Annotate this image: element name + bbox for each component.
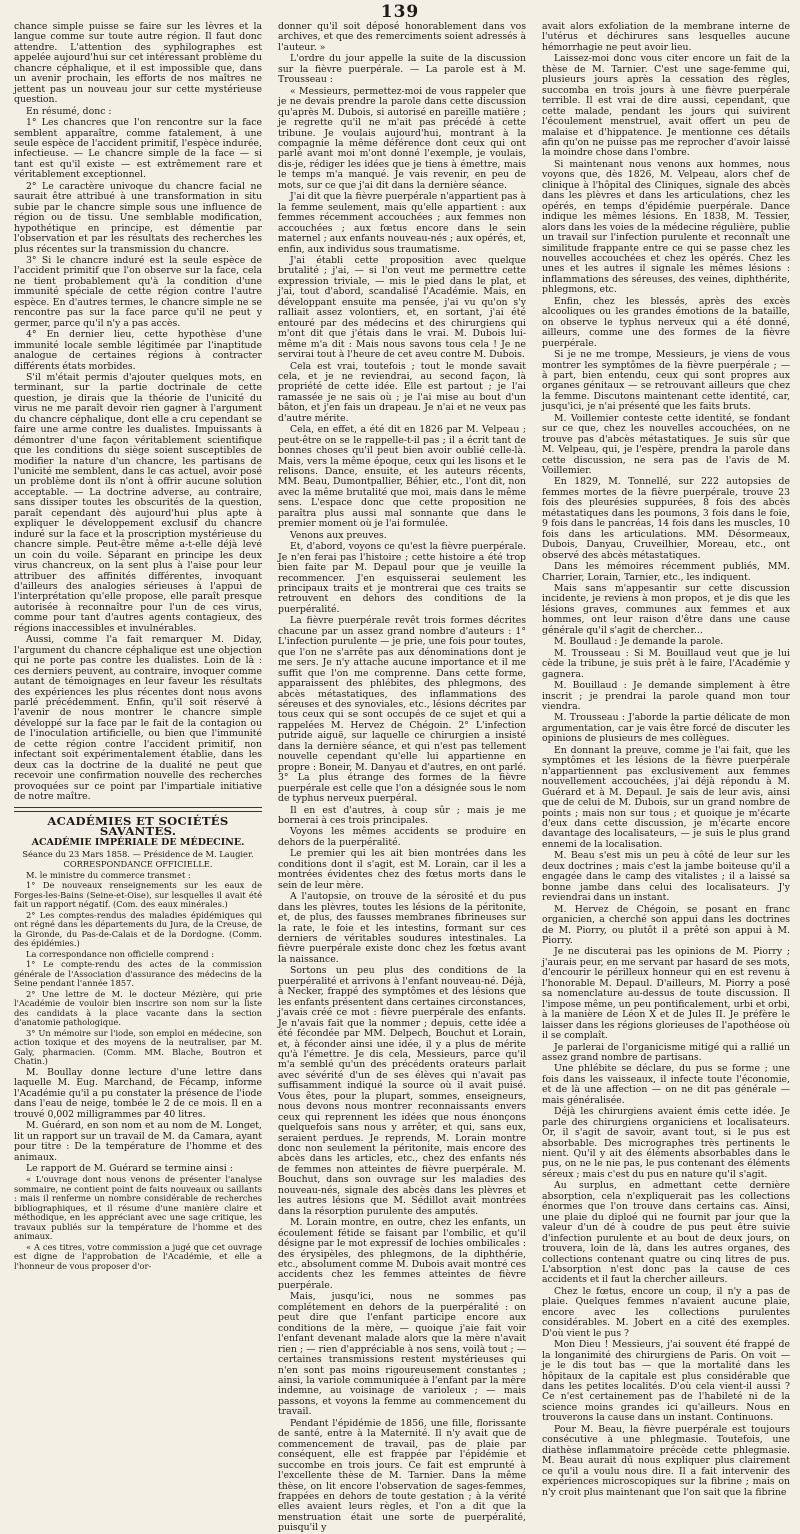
page-number: 139 xyxy=(380,2,420,22)
paragraph: M. Beau s'est mis un peu à côté de leur sur les deux doctrines ; mais c'est la jambe boiteuse qu'il a engagée dans le camp des vitalistes ; il a laissé sa bonne jambe dans celui des localisateurs. J'y reviendrai dans un instant. xyxy=(542,850,790,904)
section-title: ACADÉMIES ET SOCIÉTÉS SAVANTES. xyxy=(47,813,229,838)
paragraph: Laissez-moi donc vous citer encore un fait de la thèse de M. Tarnier. C'est une sage-femme qui, plusieurs jours après la cessation des règles, succomba en trois jours à une fièvre puerpérale terrible. Il est vrai de dire aussi, cependant, que cette malade, pendant les jours qui suivirent l'écoulement menstruel, avait offert un peu de malaise et d'hippatence. Je mentionne ces détails afin qu'on ne puisse pas me reprocher d'avoir laissé la moindre chose dans l'ombre. xyxy=(542,53,790,159)
paragraph: Je ne discuterai pas les opinions de M. Piorry ; j'aurais peur, en me servant par hasard de ses mots, d'encourir le périlleux honneur qui en est revenu à l'honorable M. Depaul. D'ailleurs, M. Piorry a posé sa nomenclature au-dessus de toute discussion. Il l'impose même, un peu pontificalement, urbi et orbi, à la manière de Léon X et de Jules II. Je préfère le laisser dans les régions glorieuses de l'apothéose où il se complaît. xyxy=(542,946,791,1042)
paragraph: Sortons un peu plus des conditions de la puerpéralité et arrivons à l'enfant nouveau-né. Déjà, à Necker, frappé des symptômes et des lésions que les enfants présentent dans certaines circonstances, j'avais créé ce mot : fièvre puerpérale des enfants. Je n'avais fait que la nommer ; depuis, cette idée a été fécondée par MM. Delpech, Bouchut et Lorain, et, à féconder ainsi une idée, il y a plus de mérite qu'à l'émettre. Je dis cela, Messieurs, parce qu'il m'a semblé qu'un des précédents orateurs parlait avec sévérité d'un de ses élèves qui n'avait pas suffisamment indiqué la source où il avait puisé. Vous êtes, pour la plupart, sommes, enseigneurs, nous devons nous montrer reconnaissants envers ceux qui reprennent les idées que nous énonçons quelquefois sans nous y arrêter, et qui, sans eux, seraient perdues. Je reprends, M. Lorain montre donc non seulement la péritonite, mais encore des abcès dans les articles, etc., chez des enfants nés de femmes non atteintes de fièvre puerpérale. M. Bouchut, dans son ouvrage sur les maladies des nouveau-nés, signale des abcès dans les plèvres et les autres lésions que M. Sédillot avait montrées dans la résorption purulente des amputés. xyxy=(278,965,526,1217)
paragraph: Déjà les chirurgiens avaient émis cette idée. Je parle des chirurgiens organiciens et localisateurs. Or, il s'agit de savoir, avant tout, si le pus est absorbable. Des micrographes très pertinents le nient. Qu'il y ait des éléments absorbables dans le pus, on ne le nie pas, le pus contenant des éléments séreux ; mais c'est du pus en nature qu'il s'agit. xyxy=(542,1106,790,1180)
paragraph: 1° Les chancres que l'on rencontre sur la face semblent apparaître, comme fatalement, à une seule espèce de l'accident primitif, l'espèce indurée, infectieuse. — Le chancre simple de la face — si tant est qu'il existe — est extrêmement rare et véritablement exceptionnel. xyxy=(14,117,262,181)
paragraph: M. Guérard, en son nom et au nom de M. Longet, lit un rapport sur un travail de M. da Camara, ayant pour titre : De la température de l'homme et des animaux. xyxy=(14,1120,262,1163)
paragraph: M. Boullay donne lecture d'une lettre dans laquelle M. Eug. Marchand, de Fécamp, informe l'Académie qu'il a pu constater la présence de l'iode dans l'eau de neige, tombée le 2 de ce mois. Il en a trouvé 0,002 milligrammes par 40 litres. xyxy=(14,1066,262,1120)
paragraph: S'il m'était permis d'ajouter quelques mots, en terminant, sur la partie doctrinale de cette question, je dirais que la théorie de l'unicité du virus ne me paraît devoir rien gagner à l'argument du chancre céphalique, dont elle a cru cependant se faire une arme contre les dualistes. Impuissants à démontrer d'une façon véritablement scientifique que les conditions du siège soient susceptibles de modifier la nature d'un chancre, les partisans de l'unicité me semblent, dans le cas actuel, avoir posé un problème dont ils n'ont à offrir aucune solution acceptable. — La doctrine adverse, au contraire, sans dissiper toutes les obscurités de la question, paraît cependant dès aujourd'hui plus apte à expliquer le développement exclusif du chancre induré sur la face et la proscription mystérieuse du chancre simple. Peut-être même a-t-elle déjà levé un coin du voile. Séparant en principe les deux virus chancreux, on la sent plus à l'aise pour leur attribuer des affinités différentes, invoquant d'ailleurs des analogies sérieuses à l'appui de l'interprétation qu'elle propose, elle paraît presque autorisée à reconnaître pour l'un de ces virus, comme pour tant d'autres agents contagieux, des régions inaccessibles et invulnérables. xyxy=(14,371,262,634)
session-line: Séance du 23 Mars 1858. — Présidence de M. Laugier. xyxy=(22,848,254,859)
paragraph: Le rapport de M. Guérard se termine ainsi : xyxy=(26,1162,233,1174)
paragraph: Chez le fœtus, encore un coup, il n'y a pas de plaie. Quelques femmes n'avaient aucune plaie, encore avec les collections purulentes considérables. M. Jobert en a cité des exemples. D'où vient le pus ? xyxy=(542,1285,790,1339)
paragraph: M. Hervez de Chégoin, se posant en franc organicien, a cherché son appui dans les doctrines de M. Piorry, ou plutôt il a prêté son appui à M. Piorry. xyxy=(542,903,790,946)
paragraph: Mais, jusqu'ici, nous ne sommes pas complétement en dehors de la puerpéralité : on peut dire que l'enfant participe encore aux conditions de la mère, — quoique j'aie fait voir l'enfant devenant malade alors que la mère n'avait rien ; — rien d'appréciable à nos sens, voilà tout ; — certaines transmissions restent mystérieuses qui n'en sont pas moins rigoureusement constantes ; ainsi, la variole communiquée à l'enfant par la mère indemne, au voisinage de varioleux ; — mais passons, et voyons la femme au commencement du travail. xyxy=(278,1291,526,1418)
paragraph: La fièvre puerpérale revêt trois formes décrites chacune par un assez grand nombre d'auteurs : 1° L'infection purulente — je prie, une fois pour toutes, que l'on ne s'arrête pas aux dénominations dont je me sers. Je n'y attache aucune importance et il me suffit que l'on me comprenne. Dans cette forme, apparaissent des phlébites, des phlegmons, des abcès métastatiques, des inflammations des séreuses et des synoviales, etc., lésions décrites par tous ceux qui se sont occupés de ce sujet et qui a rappelées M. Hervez de Chégoin. 2° L'infection putride aiguë, sur laquelle ce chirurgien a insisté dans la dernière séance, et qui n'est pas tellement nouvelle cependant qu'elle lui appartienne en propre : Boneir, M. Danyau et d'autres, en ont parlé. 3° La plus étrange des formes de la fièvre puerpérale est celle que l'on a désignée sous le nom de typhus nerveux puerpéral. xyxy=(278,615,526,805)
paragraph: avait alors exfoliation de la membrane interne de l'utérus et déchirures sans lesquelles aucune hémorrhagie ne peut avoir lieu. xyxy=(542,21,790,53)
column-2 xyxy=(278,21,526,1534)
column-1 xyxy=(14,21,262,1271)
paragraph: Pendant l'épidémie de 1856, une fille, florissante de santé, entre à la Maternité. Il n'y avait que de commencement de travail, pas de plaie par conséquent, elle est frappée par l'épidémie et succombe en trois jours. Ce fait est emprunté à l'excellente thèse de M. Tarnier. Dans la même thèse, on lit encore l'observation de sages-femmes, frappées en dehors de toute gestation ; à la vérité elles avaient leurs règles, et l'on a dit que la menstruation était une sorte de puerpéralité, puisqu'il y xyxy=(278,1417,526,1534)
paragraph: Mais sans m'appesantir sur cette discussion incidente, je reviens à mon propos, et je dis que les lésions graves, communes aux femmes et aux hommes, ont leur raison d'être dans une cause générale qu'il s'agit de chercher... xyxy=(542,583,790,636)
section-rule xyxy=(14,811,262,812)
paragraph: A l'autopsie, on trouve de la sérosité et du pus dans les plèvres, toutes les lésions de la péritonite, et, de plus, des fausses membranes fibrineuses sur la rate, le foie et les intestins, formant sur ces derniers de véritables soudures intestinales. La fièvre puerpérale existe donc chez les fœtus avant la naissance. xyxy=(278,891,526,965)
paragraph: Si maintenant nous venons aux hommes, nous voyons que, dès 1826, M. Velpeau, alors chef de clinique à l'hôpital des Cliniques, signale des abcès dans les plèvres et dans les articulations, chez les opérés, en temps d'épidémie puerpérale. Dance indique les mêmes lésions. En 1838, M. Tessier, alors dans les voies de la médecine régulière, publie un travail sur l'infection purulente et reconnaît une similitude frappante entre ce qui se passe chez les nouvelles accouchées et chez les opérés. Chez les unes et les autres il signale les mêmes lésions : inflammations des séreuses, des veines, diphthérite, phlegmons, etc. xyxy=(542,158,790,296)
paragraph: Dans les mémoires récemment publiés, MM. Charrier, Lorain, Tarnier, etc., les indiquent. xyxy=(542,561,790,583)
paragraph: J'ai dit que la fièvre puerpérale n'appartient pas à la femme seulement, mais qu'elle appartient : aux femmes récemment accouchées ; aux femmes non accouchées ; aux fœtus encore dans le sein maternel ; aux enfants nouveau-nés ; aux opérés, et, enfin, aux individus sous traumatisme. xyxy=(278,191,526,255)
section-rule xyxy=(14,807,262,808)
paragraph: En résumé, donc : xyxy=(26,105,112,117)
paragraph: chance simple puisse se faire sur les lèvres et la langue comme sur toute autre région. Il faut donc attendre. L'attention des syphilographes est appelée aujourd'hui sur cet intéressant problème du chancre céphalique, et il est impossible que, dans un avenir prochain, les efforts de nos maîtres ne jettent pas un nouveau jour sur cette mystérieuse question. xyxy=(14,21,262,106)
paragraph: M. Boullaud : Je demande la parole. xyxy=(554,636,724,648)
paragraph: 3° Un mémoire sur l'iode, son emploi en médecine, son action toxique et des moyens de la neutraliser, par M. Galy, pharmacien. (Comm. MM. Blache, Boutron et Chatin.) xyxy=(14,1027,262,1067)
academy-title: ACADÉMIE IMPÉRIALE DE MÉDECINE. xyxy=(31,837,245,849)
paragraph: 2° Le caractère univoque du chancre facial ne saurait être attribué à une transformation in situ subie par le chancre simple sous une influence de région ou de tissu. Une semblable modification, hypothétique en principe, est démentie par l'observation et par les résultats des recherches les plus récentes sur la transmission du chancre. xyxy=(14,180,262,255)
paragraph: La correspondance non officielle comprend : xyxy=(26,948,214,959)
paragraph: M. Lorain montre, en outre, chez les enfants, un écoulement fétide se faisant par l'ombilic, et qu'il désigne par le mot expressif de lochies ombilicales : des érysipèles, des phlegmons, de la diphthérie, etc., absolument comme M. Dubois avait montré ces accidents chez les femmes atteintes de fièvre puerpérale. xyxy=(278,1217,526,1291)
paragraph: 1° De nouveaux renseignements sur les eaux de Forges-les-Bains (Seine-et-Oise), sur lesquelles il avait été fait un rapport négatif. (Com. des eaux minérales.) xyxy=(14,880,262,910)
text-columns xyxy=(14,21,791,1534)
paragraph: Je parlerai de l'organicisme mitigé qui a rallié un assez grand nombre de partisans. xyxy=(542,1041,790,1063)
paragraph: 2° Les comptes-rendus des maladies épidémiques qui ont régné dans les départements du Jura, de la Creuse, de la Gironde, du Pas-de-Calais et de la Dordogne. (Comm. des épidémies.) xyxy=(14,909,262,949)
paragraph: Il en est d'autres, à coup sûr ; mais je me bornerai à ces trois principales. xyxy=(278,804,526,826)
paragraph: Voyons les mêmes accidents se produire en dehors de la puerpéralité. xyxy=(278,826,526,848)
paragraph: M. Trousseau : Si M. Bouillaud veut que je lui cède la tribune, je suis prêt à le faire, l'Académie y gagnera. xyxy=(542,647,790,680)
paragraph: 3° Si le chancre induré est la seule espèce de l'accident primitif que l'on observe sur la face, cela ne tient probablement qu'à la condition d'une immunité spéciale de cette région contre l'autre espèce. En d'autres termes, le chancre simple ne se rencontre pas sur la face parce qu'il ne peut y germer, parce qu'il n'y a pas accès. xyxy=(14,254,262,329)
paragraph: Pour M. Beau, la fièvre puerpérale est toujours consécutive à une phlegmasie. Toutefois, une diathèse inflammatoire précède cette phlegmasie. M. Beau aurait dû nous expliquer plus clairement ce qu'il a voulu nous dire. Il a fait intervenir des expériences microscopiques sur la fibrine ; mais on n'y croit plus maintenant que l'on sait que la fibrine xyxy=(542,1423,790,1498)
paragraph: En donnant la preuve, comme je l'ai fait, que les symptômes et les lésions de la fièvre puerpérale n'appartiennent pas exclusivement aux femmes nouvellement accouchées, j'ai déjà répondu à M. Guérard et à M. Depaul. Je sais de leur avis, ainsi que de celui de M. Dubois, sur un grand nombre de points ; mais non sur tous ; et quoique je m'écarte d'eux dans cette discussion, je m'écarte encore davantage des localisateurs, — je suis le plus grand ennemi de la localisation. xyxy=(542,744,790,850)
paragraph: 2° Une lettre de M. le docteur Mézière, qui prie l'Académie de vouloir bien inscrire son nom sur la liste des candidats à la place vacante dans la section d'anatomie pathologique. xyxy=(14,988,262,1028)
paragraph: M. Bouillaud : Je demande simplement à être inscrit ; je prendrai la parole quand mon tour viendra. xyxy=(542,680,790,712)
paragraph: Cela, en effet, a été dit en 1826 par M. Velpeau ; peut-être on se le rappelle-t-il pas ; il a écrit tant de bonnes choses qu'il peut bien avoir oublié celle-là. Mais, vers la même époque, ceux qui les lisons et le relisons. Dance, ensuite, et les auteurs récents, MM. Beau, Dumontpallier, Béhier, etc., l'ont dit, non avec la même brutalité que moi, mais dans le même sens. L'espace donc que cette proposition ne paraîtra plus aussi mal sonnante que dans le premier moment où je l'ai formulée. xyxy=(278,424,526,530)
paragraph: Si je ne me trompe, Messieurs, je viens de vous montrer les symptômes de la fièvre puerpérale ; — à part, bien entendu, ceux qui sont propres aux organes génitaux — se retrouvant ailleurs que chez la femme. Discutons maintenant cette identité, car, jusqu'ici, je n'ai présenté que les faits bruts. xyxy=(542,349,790,413)
paragraph: Au surplus, en admettant cette dernière absorption, cela n'expliquerait pas les collections énormes que l'on trouve dans certains cas. Ainsi, une plaie du diploé qui ne fournit par jour que la valeur d'un dé à coudre de pus peut être suivie d'infection purulente et au bout de deux jours, on trouvera, loin de là, dans les autres organes, des collections contenant quatre ou cinq litres de pus. L'absorption n'est donc pas la cause de ces accidents et il faut la chercher ailleurs. xyxy=(542,1180,790,1286)
paragraph: Aussi, comme l'a fait remarquer M. Diday, l'argument du chancre céphalique est une objection qui ne porte pas contre les dualistes. Loin de là : ces derniers peuvent, au contraire, invoquer comme autant de témoignages en leur faveur les résultats des expériences les plus récentes dont nous avons parlé précédemment. Enfin, qu'il soit réservé à l'avenir de nous montrer le chancre simple développé sur la face par le fait de la contagion ou de l'inoculation artificielle, ou bien que l'immunité de cette région contre l'accident primitif, non infectant soit expérimentalement établie, dans les deux cas la doctrine de la dualité ne peut que recevoir une confirmation nouvelle des recherches provoquées sur ce point par l'impartiale initiative de notre maître. xyxy=(14,634,262,803)
paragraph: donner qu'il soit déposé honorablement dans vos archives, et que des remerciments soient adressés à l'auteur. » xyxy=(278,21,526,53)
paragraph: « Messieurs, permettez-moi de vous rappeler que je ne devais prendre la parole dans cette discussion qu'après M. Dubois, si autorisé en pareille matière ; je regrette qu'il ne m'ait pas précédé à cette tribune. Je voulais aujourd'hui, montrant à la compagnie la même déférence dont ceux qui ont parlé avant moi m'ont donné l'exemple, je voulais, dis-je, rédiger les idées que je tiens à émettre, mais le temps m'a manqué. Je vais revenir, en peu de mots, sur ce que j'ai dit dans la dernière séance. xyxy=(278,85,526,191)
paragraph: M. le ministre du commerce transmet : xyxy=(26,869,191,880)
paragraph: Venons aux preuves. xyxy=(290,529,387,541)
paragraph: M. Voillemier conteste cette identité, se fondant sur ce que, chez les nouvelles accouchées, on ne trouve pas d'abcès métastatiques. Je suis sûr que M. Velpeau, qui, je l'espère, prendra la parole dans cette discussion, ne sera pas de l'avis de M. Voillemier. xyxy=(542,412,790,477)
paragraph: Mon Dieu ! Messieurs, j'ai souvent été frappé de la longanimité des chirurgiens de Paris. On voit — je le dis tout bas — que la mortalité dans les hôpitaux de la capitale est plus considérable que dans les petites localités. D'où cela vient-il aussi ? Ce n'est certainement pas de l'habileté ni de la science moins grandes ici qu'ailleurs. Nous en trouverons la cause dans un instant. Continuons. xyxy=(542,1339,790,1424)
paragraph: Enfin, chez les blessés, après des excès alcooliques ou les grandes émotions de la bataille, on observe le typhus nerveux qui a été donné, ailleurs, comme une des formes de la fièvre puerpérale. xyxy=(542,295,790,349)
paragraph: J'ai établi cette proposition avec quelque brutalité ; j'ai, — si l'on veut me permettre cette expression triviale, — mis le pied dans le plat, et j'ai, tout d'abord, scandalisé l'Académie. Mais, en développant ensuite ma pensée, j'ai vu qu'on s'y ralliait assez volontiers, et, en sortant, j'ai été entouré par des médecins et des chirurgiens qui m'ont dit que j'étais dans le vrai. M. Dubois lui-même m'a dit : Mais nous savons tous cela ! Je ne servirai tout à l'heure de cet aveu contre M. Dubois. xyxy=(278,254,526,361)
column-3 xyxy=(542,21,791,1498)
paragraph: En 1829, M. Tonnellé, sur 222 autopsies de femmes mortes de la fièvre puerpérale, trouve 23 fois des pleurésies suppurées, 8 fois des abcès métastatiques dans les poumons, 3 fois dans le foie, 9 fois dans le pancréas, 14 fois dans les muscles, 10 fois dans les articulations. MM. Désormeaux, Dubois, Danyau, Cruveilhier, Moreau, etc., ont observé des abcès métastatiques. xyxy=(542,476,790,561)
paragraph: Une phlébite se déclare, du pus se forme ; une fois dans les vaisseaux, il infecte toute l'économie, et de là une affection — on ne dit pas générale — mais généralisée. xyxy=(542,1063,790,1106)
paragraph: « L'ouvrage dont nous venons de présenter l'analyse sommaire, ne contient point de faits nouveaux ou saillants : mais il renferme un nombre considérable de recherches bibliographiques, et il résume d'une manière claire et méthodique, en les appréciant avec une sage critique, les travaux publiés sur la température de l'homme et des animaux. xyxy=(14,1174,262,1242)
paragraph: 4° En dernier lieu, cette hypothèse d'une immunité locale semble légitimée par l'inaptitude analogue de certaines régions à contracter différents états morbides. xyxy=(14,329,262,372)
paragraph: Cela est vrai, toutefois ; tout le monde savait cela, et je ne reviendrai, au second façon, là propriété de cette idée. Elle est partout ; je l'ai ramassée je ne sais où ; je l'ai mise au bout d'un bâton, et j'en fais un drapeau. Je n'ai et ne veux pas d'autre mérite. xyxy=(278,360,526,424)
paragraph: L'ordre du jour appelle la suite de la discussion sur la fièvre puerpérale. — La parole est à M. Trousseau : xyxy=(278,53,526,86)
paragraph: M. Trousseau : J'aborde la partie délicate de mon argumentation, car je vais être forcé de discuter les opinions de plusieurs de mes collègues. xyxy=(542,712,790,745)
paragraph: 1° Le compte-rendu des actes de la commission générale de l'Association d'assurance des médecins de la Seine pendant l'année 1857. xyxy=(14,959,262,989)
paragraph: Et, d'abord, voyons ce qu'est la fièvre puerpérale. Je n'en ferai pas l'histoire ; cette histoire a été trop bien faite par M. Depaul pour que je veuille la recommencer. J'en esquisserai seulement les principaux traits et je montrerai que ces traits se retrouvent en dehors des conditions de la puerpéralité. xyxy=(278,541,526,615)
paragraph: Le premier qui les ait bien montrées dans les conditions dont il s'agit, est M. Lorain, car il les a montrées évidentes chez des fœtus morts dans le sein de leur mère. xyxy=(278,848,526,891)
paragraph: « A ces titres, votre commission a jugé que cet ouvrage est digne de l'approbation de l'Académie, et elle a l'honneur de vous proposer d'or- xyxy=(14,1241,262,1271)
correspondence-title: CORRESPONDANCE OFFICIELLE. xyxy=(63,859,213,870)
